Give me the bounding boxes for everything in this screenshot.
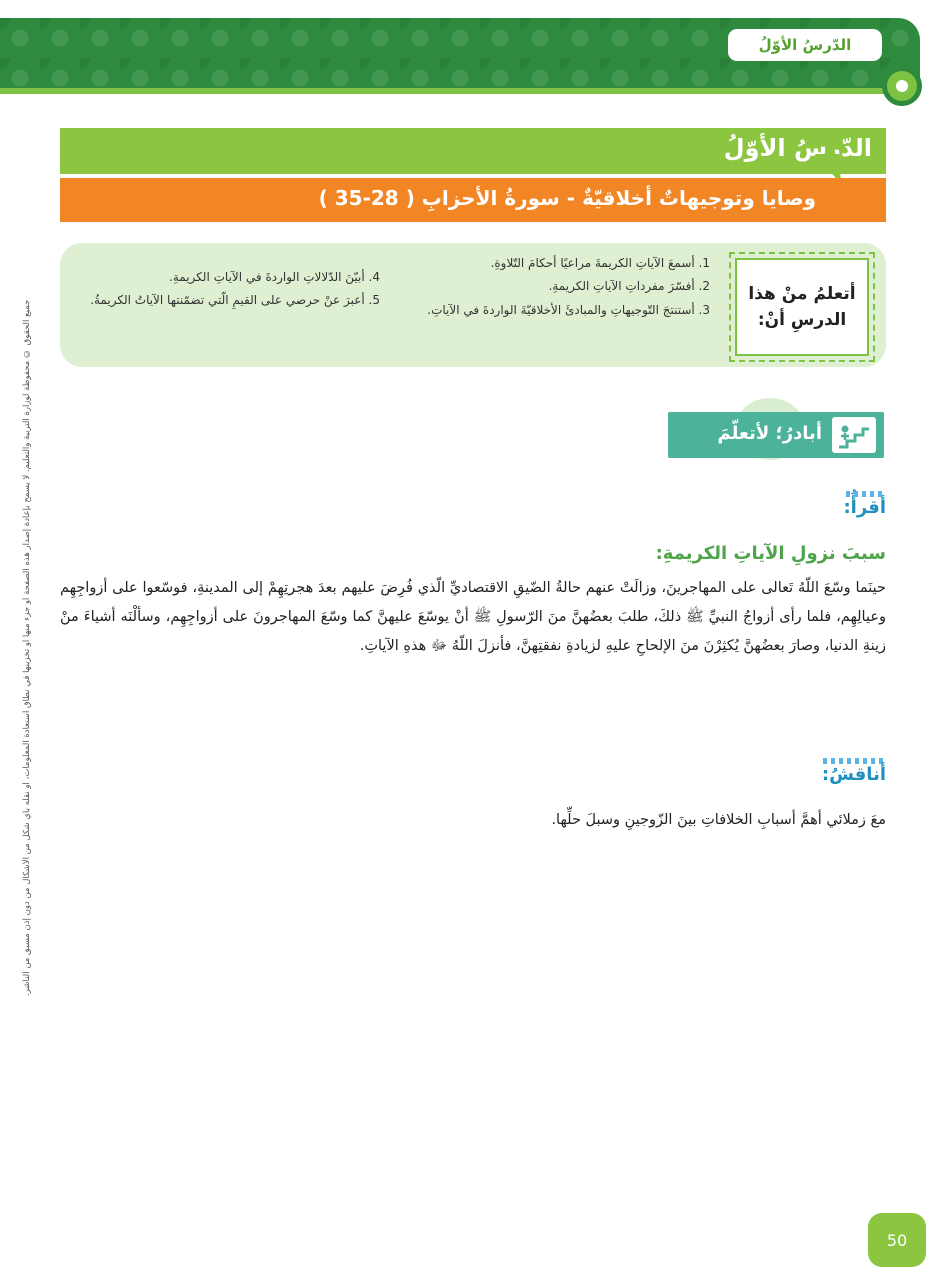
- lesson-title: الدّرسُ الأوّلُ: [723, 134, 872, 162]
- corner-ring-icon: [882, 66, 922, 106]
- objectives-badge-text: أتعلمُ منْ هذا الدرسِ أنْ:: [748, 283, 856, 330]
- abadir-box: [668, 412, 884, 458]
- read-subheading: سببَ نزولِ الآياتِ الكريمةِ:: [655, 543, 886, 564]
- abadir-label: أبادرُ؛ لأتعلّمَ: [717, 423, 822, 444]
- stairs-person-icon: [832, 417, 876, 453]
- read-paragraph: حينَما وسّعَ اللّهُ تَعالى على المهاجرينَ، وزالَتْ عنهم حالةُ الضّيقِ الاقتصاديِّ الّذي فُرِضَ عليهم بعدَ هجرتِهِمْ إلى المدينةِ، فوسّعوا على أزواجِهِم وعيالِهِم، فلما رأى أزواجُ النبيِّ ﷺ ذلكَ، طلبَ بعضُهنَّ منَ الرّسولِ ﷺ أنْ يوسّعَ عليهنَّ كما وسّعَ المهاجرونَ على أزواجِهِم، وسألْنَه أشياءَ منْ زينةِ الدنيا، وصارَ بعضُهنَّ يُكثِرْنَ منَ الإلحاحِ عليهِ لزيادةِ نفقتِهنَّ، فأنزلَ اللّهُ ﷻ هذهِ الآياتِ.: [60, 580, 886, 654]
- objective-item: 2. أفسّرَ مفرداتِ الآياتِ الكريمةِ.: [548, 279, 710, 294]
- lesson-subtitle-bar: [60, 178, 886, 222]
- objectives-list-left: [80, 266, 380, 313]
- top-banner-strip: [0, 88, 905, 94]
- objectives-badge: [735, 258, 869, 356]
- read-heading: أقرأُ:: [843, 497, 886, 518]
- objectives-list-right: [410, 252, 710, 322]
- read-heading-underline: [846, 491, 884, 497]
- objective-item: 4. أبيّنَ الدّلالاتِ الواردةَ في الآياتِ الكريمةِ.: [169, 270, 380, 284]
- discuss-heading: أناقشُ:: [821, 764, 886, 785]
- header-lesson-pill: الدّرسُ الأوّلُ: [728, 29, 882, 61]
- page-number: 50: [868, 1213, 926, 1267]
- objective-item: 3. أستنتجَ التّوجيهاتِ والمبادئَ الأخلاقيّةَ الواردةَ في الآياتِ.: [427, 302, 710, 317]
- objective-item: 1. أسمعَ الآياتِ الكريمةَ مراعيًا أحكامَ التّلاوةِ.: [490, 256, 710, 270]
- lesson-subtitle: وصايا وتوجيهاتٌ أخلاقيّةٌ - سورةُ الأحزابِ ( 28-35 ): [318, 186, 816, 210]
- objective-item: 5. أعبرَ عنْ حرصي على القيمِ الّتي تضمّنتها الآياتُ الكريمةُ.: [90, 293, 380, 308]
- lesson-title-bar: [60, 128, 886, 174]
- discuss-text: معَ زملائي أهمَّ أسبابِ الخلافاتِ بينَ الزّوجينِ وسبلَ حلِّها.: [551, 812, 886, 828]
- copyright-note: جميع الحقوق © محفوظة لوزارة التربية والتعليم. لا يسمح بإعادة إصدار هذه الصفحة أو جزء منها أو تخزينها في نطاق استعادة المعلومات، أو نقله بأي شكل من الأشكال من دون إذن مسبق من الناشر.: [22, 300, 32, 997]
